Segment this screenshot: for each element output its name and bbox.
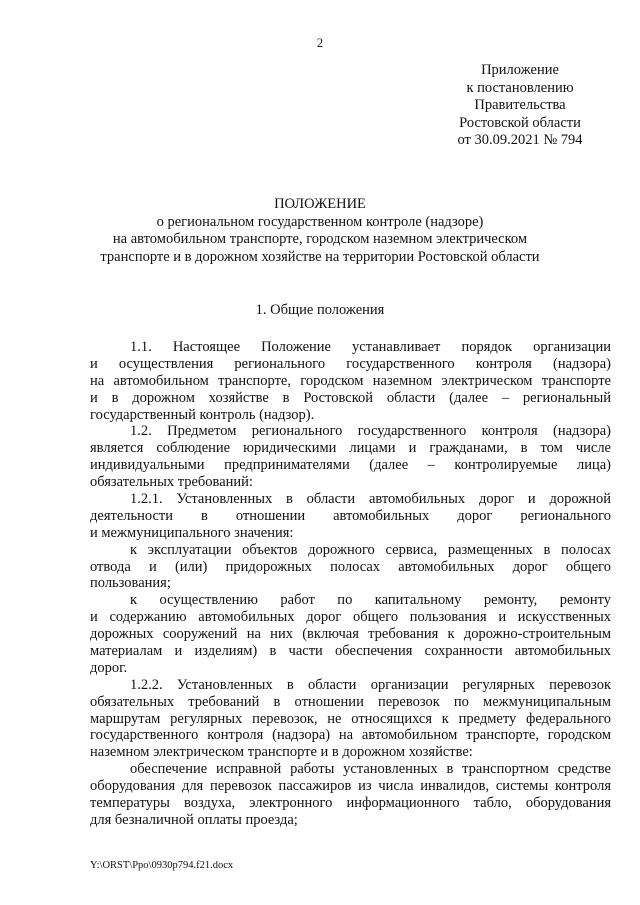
body-line: 1.1. Настоящее Положение устанавливает порядок организации [130,339,611,355]
appendix-line: от 30.09.2021 № 794 [457,132,583,149]
body-line: государственный контроль (надзор). [90,406,315,423]
appendix-line: Ростовской области [459,114,581,131]
body-line: отвода и (или) придорожных полосах автомобильных дорог общего [90,558,611,575]
body-line: материалам и изделиям) в части обеспечения сохранности автомобильных [90,643,611,660]
body-line: индивидуальными предпринимателями (далее – контролируемые лица) [90,457,611,474]
title-line: транспорте и в дорожном хозяйстве на территории Ростовской области [100,248,540,265]
document-title [40,196,600,266]
body-line: обязательных требований в отношении перевозок по межмуниципальным [90,693,611,710]
body-line: на автомобильном транспорте, городском наземном электрическом транспорте [90,372,611,389]
title-line: ПОЛОЖЕНИЕ [274,196,366,212]
body-line: 1.2.1. Установленных в области автомобильных дорог и дорожной [130,491,611,508]
title-line: о региональном государственном контроле (надзоре) [156,213,484,230]
body-line: и в дорожном хозяйстве в Ростовской области (далее – региональный [90,389,611,406]
body-line: является соблюдение юридическими лицами и гражданами, в том числе [90,440,611,457]
body-line: маршрутам регулярных перевозок, не относящихся к предмету федерального [90,710,611,727]
body-line: пользования; [90,575,171,592]
file-path-footer: Y:\ORST\Ppo\0930p794.f21.docx [90,860,234,871]
body-line: деятельности в отношении автомобильных дорог регионального [90,507,611,524]
body-line: обязательных требований: [90,474,253,491]
body-line: дорог. [90,659,128,676]
body-line: для безналичной оплаты проезда; [90,811,298,828]
body-line: дорожных сооружений на них (включая требования к дорожно-строительным [90,626,611,643]
title-line: на автомобильном транспорте, городском наземном электрическом [112,231,528,247]
appendix-line: Приложение [481,62,559,78]
body-line: 1.2. Предметом регионального государственного контроля (надзора) [130,423,611,440]
appendix-block [440,62,600,150]
appendix-line: к постановлению [466,79,574,96]
body-line: к осуществлению работ по капитальному ремонту, ремонту [130,592,611,609]
appendix-line: Правительства [474,97,566,114]
document-body [90,339,611,829]
body-line: и содержанию автомобильных дорог общего пользования и искусственных [90,609,611,626]
body-line: 1.2.2. Установленных в области организации регулярных перевозок [130,676,611,693]
page-number: 2 [316,36,324,50]
body-line: и осуществления регионального государственного контроля (надзора) [90,355,611,372]
section-heading: 1. Общие положения [255,302,385,318]
body-line: обеспечение исправной работы установленных в транспортном средстве [130,761,611,778]
body-line: температуры воздуха, электронного информационного табло, оборудования [90,795,611,812]
body-line: к эксплуатации объектов дорожного сервиса, размещенных в полосах [130,541,611,558]
body-line: наземном электрическом транспорте и в дорожном хозяйстве: [90,744,473,761]
body-line: государственного контроля (надзора) на автомобильном транспорте, городском [90,727,611,744]
body-line: и межмуниципального значения: [90,524,294,541]
body-line: оборудования для перевозок пассажиров из числа инвалидов, системы контроля [90,778,611,795]
